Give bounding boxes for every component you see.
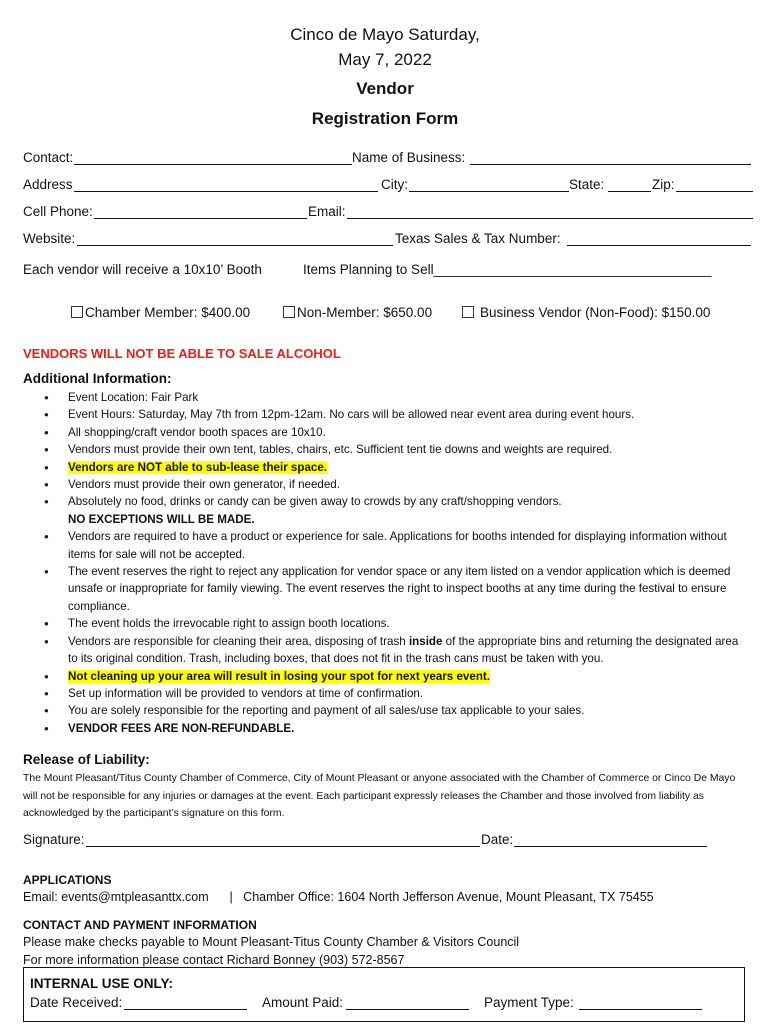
- list-item: ● You are solely responsible for the reporting and payment of all sales/use tax applicable to your sales.: [23, 702, 743, 719]
- list-item: ● Set up information will be provided to vendors at time of confirmation.: [23, 685, 743, 702]
- contact-person-line: For more information please contact Richard Bonney (903) 572-8567: [23, 953, 405, 967]
- non-member-label: Non-Member: $650.00: [297, 305, 433, 320]
- list-item: [23, 493, 743, 528]
- contact-field[interactable]: [74, 164, 352, 165]
- signature-label: Signature:: [23, 832, 85, 847]
- email-label: Email:: [308, 204, 346, 219]
- zip-field[interactable]: [676, 191, 753, 192]
- applications-line: Email: events@mtpleasanttx.com | Chamber Office: 1604 North Jefferson Avenue, Mount Pleasant, TX 75455: [23, 890, 654, 904]
- list-item: ● Event Location: Fair Park: [23, 389, 743, 406]
- additional-info-heading: Additional Information:: [23, 371, 172, 386]
- list-item: ● Vendors must provide their own generator, if needed.: [23, 476, 743, 493]
- release-heading: Release of Liability:: [23, 752, 150, 767]
- amount-paid-label: Amount Paid:: [262, 995, 344, 1010]
- booth-note: Each vendor will receive a 10x10’ Booth: [23, 262, 262, 277]
- zip-label: Zip:: [652, 177, 675, 192]
- business-vendor-checkbox[interactable]: [462, 306, 474, 318]
- applications-heading: APPLICATIONS: [23, 873, 112, 887]
- chamber-member-checkbox[interactable]: [71, 306, 83, 318]
- amount-paid-field[interactable]: [346, 1009, 469, 1010]
- internal-use-box: [23, 967, 745, 1022]
- cell-phone-field[interactable]: [94, 218, 307, 219]
- business-name-field[interactable]: [470, 164, 751, 165]
- address-label: Address: [23, 177, 73, 192]
- additional-info-list: [23, 389, 743, 737]
- city-label: City:: [381, 177, 408, 192]
- state-field[interactable]: [608, 191, 651, 192]
- checks-payable-line: Please make checks payable to Mount Pleasant-Titus County Chamber & Visitors Council: [23, 935, 520, 949]
- non-member-checkbox[interactable]: [283, 306, 295, 318]
- address-field[interactable]: [74, 191, 378, 192]
- tax-number-label: Texas Sales & Tax Number:: [395, 231, 561, 246]
- payment-type-field[interactable]: [579, 1009, 702, 1010]
- no-exceptions-text: NO EXCEPTIONS WILL BE MADE.: [68, 512, 255, 526]
- list-item: ● Event Hours: Saturday, May 7th from 12pm-12am. No cars will be allowed near event area during event hours.: [23, 406, 743, 423]
- release-body: The Mount Pleasant/Titus County Chamber of Commerce, City of Mount Pleasant or anyone associated with the Chamber of Commerce or Cinco De Mayo will not be responsible for any injuries or damages at the event. Each participant expressly releases the Chamber and those involved from liability as acknowledged by the participant’s signature on this form.: [23, 773, 736, 820]
- alcohol-notice: VENDORS WILL NOT BE ABLE TO SALE ALCOHOL: [23, 346, 341, 361]
- items-planning-field[interactable]: Items Planning to Sell_____________________________________: [303, 262, 712, 277]
- title-line-3: Vendor: [356, 79, 414, 98]
- list-item: ● The event reserves the right to reject any application for vendor space or any item listed on a vendor application which is deemed unsafe or inappropriate for family viewing. The event reserves the right to inspect booths at any time during the festival to ensure compliance.: [23, 563, 743, 615]
- date-received-field[interactable]: [124, 1009, 247, 1010]
- list-item: ● Vendors are required to have a product or experience for sale. Applications for booths intended for displaying information without items for sale will not be accepted.: [23, 528, 743, 563]
- sublease-warning: Vendors are NOT able to sub-lease their space.: [68, 460, 328, 474]
- title-line-4: Registration Form: [311, 109, 459, 128]
- chamber-member-label: Chamber Member: $400.00: [85, 305, 251, 320]
- title-line-1: Cinco de Mayo Saturday,: [290, 25, 480, 44]
- list-item: ● The event holds the irrevocable right to assign booth locations.: [23, 615, 743, 632]
- business-name-label: Name of Business:: [352, 150, 466, 165]
- website-field[interactable]: [77, 245, 393, 246]
- date-field[interactable]: [514, 846, 707, 847]
- cleanup-warning: Not cleaning up your area will result in losing your spot for next years event.: [68, 669, 490, 683]
- state-label: State:: [569, 177, 605, 192]
- city-field[interactable]: [409, 191, 569, 192]
- title-line-2: May 7, 2022: [338, 50, 432, 69]
- contact-label: Contact:: [23, 150, 74, 165]
- list-item: ● VENDOR FEES ARE NON-REFUNDABLE.: [23, 720, 743, 737]
- date-received-label: Date Received:: [30, 995, 123, 1010]
- date-label: Date:: [481, 832, 514, 847]
- internal-use-heading: INTERNAL USE ONLY:: [30, 976, 174, 991]
- list-item: [23, 668, 743, 685]
- business-vendor-option[interactable]: [462, 305, 710, 320]
- business-vendor-label: Business Vendor (Non-Food): $150.00: [480, 305, 711, 320]
- email-field[interactable]: [347, 218, 753, 219]
- list-item: [23, 633, 743, 668]
- chamber-member-option[interactable]: [71, 305, 250, 320]
- cleaning-text-1: Vendors are responsible for cleaning their area, disposing of trash: [68, 634, 409, 648]
- non-member-option[interactable]: [283, 305, 432, 320]
- list-item: [23, 459, 743, 476]
- signature-field[interactable]: [86, 846, 480, 847]
- contact-payment-heading: CONTACT AND PAYMENT INFORMATION: [23, 918, 257, 932]
- list-item: ● All shopping/craft vendor booth spaces are 10x10.: [23, 424, 743, 441]
- cell-phone-label: Cell Phone:: [23, 204, 93, 219]
- list-item: ● Vendors must provide their own tent, tables, chairs, etc. Sufficient tent tie downs and weights are required.: [23, 441, 743, 458]
- payment-type-label: Payment Type:: [484, 995, 574, 1010]
- tax-number-field[interactable]: [567, 245, 751, 246]
- inside-emphasis: inside: [408, 634, 443, 648]
- cleaning-text-2: of the appropriate bins and returning the designated area to its original condition. Trash, including boxes, that does not fit in the trash cans must be taken with you.: [68, 634, 739, 666]
- no-food-text: Absolutely no food, drinks or candy can be given away to crowds by any craft/shopping vendors.: [68, 495, 562, 509]
- website-label: Website:: [23, 231, 76, 246]
